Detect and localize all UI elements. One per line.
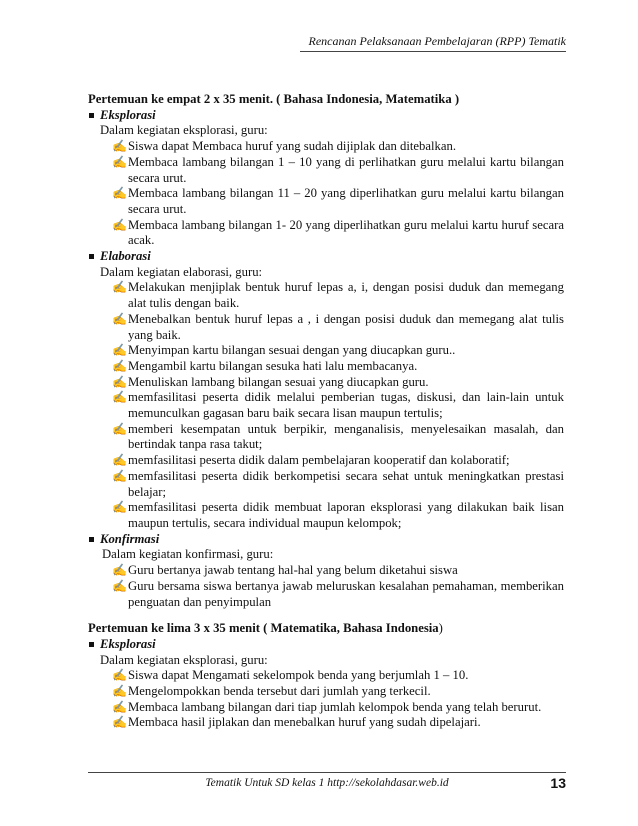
section-intro: Dalam kegiatan eksplorasi, guru: bbox=[100, 652, 268, 667]
list-item-text: Mengambil kartu bilangan sesuka hati lalu membacanya. bbox=[128, 358, 418, 373]
footer-text: Tematik Untuk SD kelas 1 http://sekolahdasar.web.id bbox=[205, 777, 449, 789]
list-item-text: Membaca lambang bilangan 11 – 20 yang diperlihatkan guru melalui kartu bilangan secara urut. bbox=[128, 186, 564, 216]
square-bullet-icon bbox=[89, 113, 94, 118]
section-intro: Dalam kegiatan eksplorasi, guru: bbox=[100, 123, 268, 138]
writing-hand-icon: ✍ bbox=[112, 343, 127, 358]
writing-hand-icon: ✍ bbox=[112, 453, 127, 468]
writing-hand-icon: ✍ bbox=[112, 715, 127, 730]
writing-hand-icon: ✍ bbox=[112, 699, 127, 714]
list-item-text: memberi kesempatan untuk berpikir, menganalisis, menyelesaikan masalah, dan bertindak tanpa rasa takut; bbox=[128, 421, 564, 452]
meeting-4-eksplorasi bbox=[88, 108, 564, 249]
list-item bbox=[112, 469, 564, 500]
writing-hand-icon: ✍ bbox=[112, 563, 127, 578]
list-item-text: memfasilitasi peserta didik dalam pembelajaran kooperatif dan kolaboratif; bbox=[128, 453, 510, 468]
writing-hand-icon: ✍ bbox=[112, 500, 127, 515]
list-item bbox=[112, 280, 564, 311]
list-item bbox=[112, 453, 564, 469]
list-item bbox=[112, 668, 564, 684]
list-item bbox=[112, 579, 564, 610]
list-item bbox=[112, 700, 564, 716]
section-heading: Eksplorasi bbox=[100, 636, 156, 651]
list-item-text: Guru bertanya jawab tentang hal-hal yang belum diketahui siswa bbox=[128, 563, 458, 578]
activity-list bbox=[112, 280, 564, 531]
list-item bbox=[112, 218, 564, 249]
writing-hand-icon: ✍ bbox=[112, 154, 127, 169]
document-body bbox=[88, 92, 564, 731]
square-bullet-icon bbox=[89, 254, 94, 259]
list-item bbox=[112, 186, 564, 217]
writing-hand-icon: ✍ bbox=[112, 186, 127, 201]
writing-hand-icon: ✍ bbox=[112, 684, 127, 699]
list-item bbox=[112, 422, 564, 453]
writing-hand-icon: ✍ bbox=[112, 390, 127, 405]
page-footer bbox=[88, 772, 566, 791]
list-item-text: Membaca lambang bilangan 1 – 10 yang di perlihatkan guru melalui kartu bilangan secara urut. bbox=[128, 154, 564, 185]
list-item-text: Membaca lambang bilangan dari tiap jumlah kelompok benda yang telah berurut. bbox=[128, 699, 542, 714]
list-item-text: Guru bersama siswa bertanya jawab meluruskan kesalahan pemahaman, memberikan penguatan dan penyimpulan bbox=[128, 578, 564, 609]
writing-hand-icon: ✍ bbox=[112, 468, 127, 483]
list-item bbox=[112, 312, 564, 343]
section-heading: Eksplorasi bbox=[100, 107, 156, 122]
list-item-text: Menuliskan lambang bilangan sesuai yang diucapkan guru. bbox=[128, 374, 429, 389]
list-item-text: memfasilitasi peserta didik melalui pemberian tugas, diskusi, dan lain-lain untuk memunculkan gagasan baru baik secara lisan maupun tertulis; bbox=[128, 390, 564, 421]
activity-list bbox=[112, 563, 564, 610]
writing-hand-icon: ✍ bbox=[112, 280, 127, 295]
list-item bbox=[112, 155, 564, 186]
list-item bbox=[112, 563, 564, 579]
list-item-text: Siswa dapat Membaca huruf yang sudah dijiplak dan ditebalkan. bbox=[128, 139, 457, 154]
square-bullet-icon bbox=[89, 537, 94, 542]
writing-hand-icon: ✍ bbox=[112, 668, 127, 683]
running-header: Rencanan Pelaksanaan Pembelajaran (RPP) Tematik bbox=[300, 34, 566, 52]
meeting-4-konfirmasi bbox=[88, 532, 564, 611]
list-item bbox=[112, 684, 564, 700]
list-item-text: Membaca lambang bilangan 1- 20 yang diperlihatkan guru melalui kartu huruf secara acak. bbox=[128, 217, 564, 248]
meeting-4-elaborasi bbox=[88, 249, 564, 532]
list-item bbox=[112, 715, 564, 731]
list-item-text: Menebalkan bentuk huruf lepas a , i dengan posisi duduk dan memegang alat tulis yang baik. bbox=[128, 311, 564, 342]
section-intro: Dalam kegiatan konfirmasi, guru: bbox=[102, 547, 274, 562]
writing-hand-icon: ✍ bbox=[112, 311, 127, 326]
list-item-text: Mengelompokkan benda tersebut dari jumlah yang terkecil. bbox=[128, 684, 431, 699]
list-item-text: Membaca hasil jiplakan dan menebalkan huruf yang sudah dipelajari. bbox=[128, 715, 481, 730]
activity-list bbox=[112, 139, 564, 249]
list-item-text: Siswa dapat Mengamati sekelompok benda yang berjumlah 1 – 10. bbox=[128, 668, 469, 683]
writing-hand-icon: ✍ bbox=[112, 217, 127, 232]
writing-hand-icon: ✍ bbox=[112, 421, 127, 436]
section-heading: Konfirmasi bbox=[100, 531, 160, 546]
section-intro: Dalam kegiatan elaborasi, guru: bbox=[100, 264, 263, 279]
list-item bbox=[112, 359, 564, 375]
meeting-5-eksplorasi bbox=[88, 637, 564, 731]
writing-hand-icon: ✍ bbox=[112, 358, 127, 373]
meeting-5-title: Pertemuan ke lima 3 x 35 menit ( Matematika, Bahasa Indonesia) bbox=[88, 621, 443, 636]
list-item bbox=[112, 139, 564, 155]
list-item-text: Menyimpan kartu bilangan sesuai dengan yang diucapkan guru.. bbox=[128, 343, 456, 358]
writing-hand-icon: ✍ bbox=[112, 578, 127, 593]
list-item bbox=[112, 375, 564, 391]
list-item-text: Melakukan menjiplak bentuk huruf lepas a, i, dengan posisi duduk dan memegang alat tulis dengan baik. bbox=[128, 280, 564, 311]
list-item bbox=[112, 343, 564, 359]
list-item bbox=[112, 390, 564, 421]
list-item bbox=[112, 500, 564, 531]
list-item-text: memfasilitasi peserta didik berkompetisi secara sehat untuk meningkatkan prestasi belajar; bbox=[128, 468, 564, 499]
writing-hand-icon: ✍ bbox=[112, 139, 127, 154]
page-number: 13 bbox=[550, 775, 566, 791]
activity-list bbox=[112, 668, 564, 731]
meeting-4-title: Pertemuan ke empat 2 x 35 menit. ( Bahasa Indonesia, Matematika ) bbox=[88, 92, 460, 106]
square-bullet-icon bbox=[89, 642, 94, 647]
list-item-text: memfasilitasi peserta didik membuat laporan eksplorasi yang dilakukan baik lisan maupun tertulis, secara individual maupun kelompok; bbox=[128, 500, 564, 530]
writing-hand-icon: ✍ bbox=[112, 374, 127, 389]
section-heading: Elaborasi bbox=[100, 249, 151, 264]
